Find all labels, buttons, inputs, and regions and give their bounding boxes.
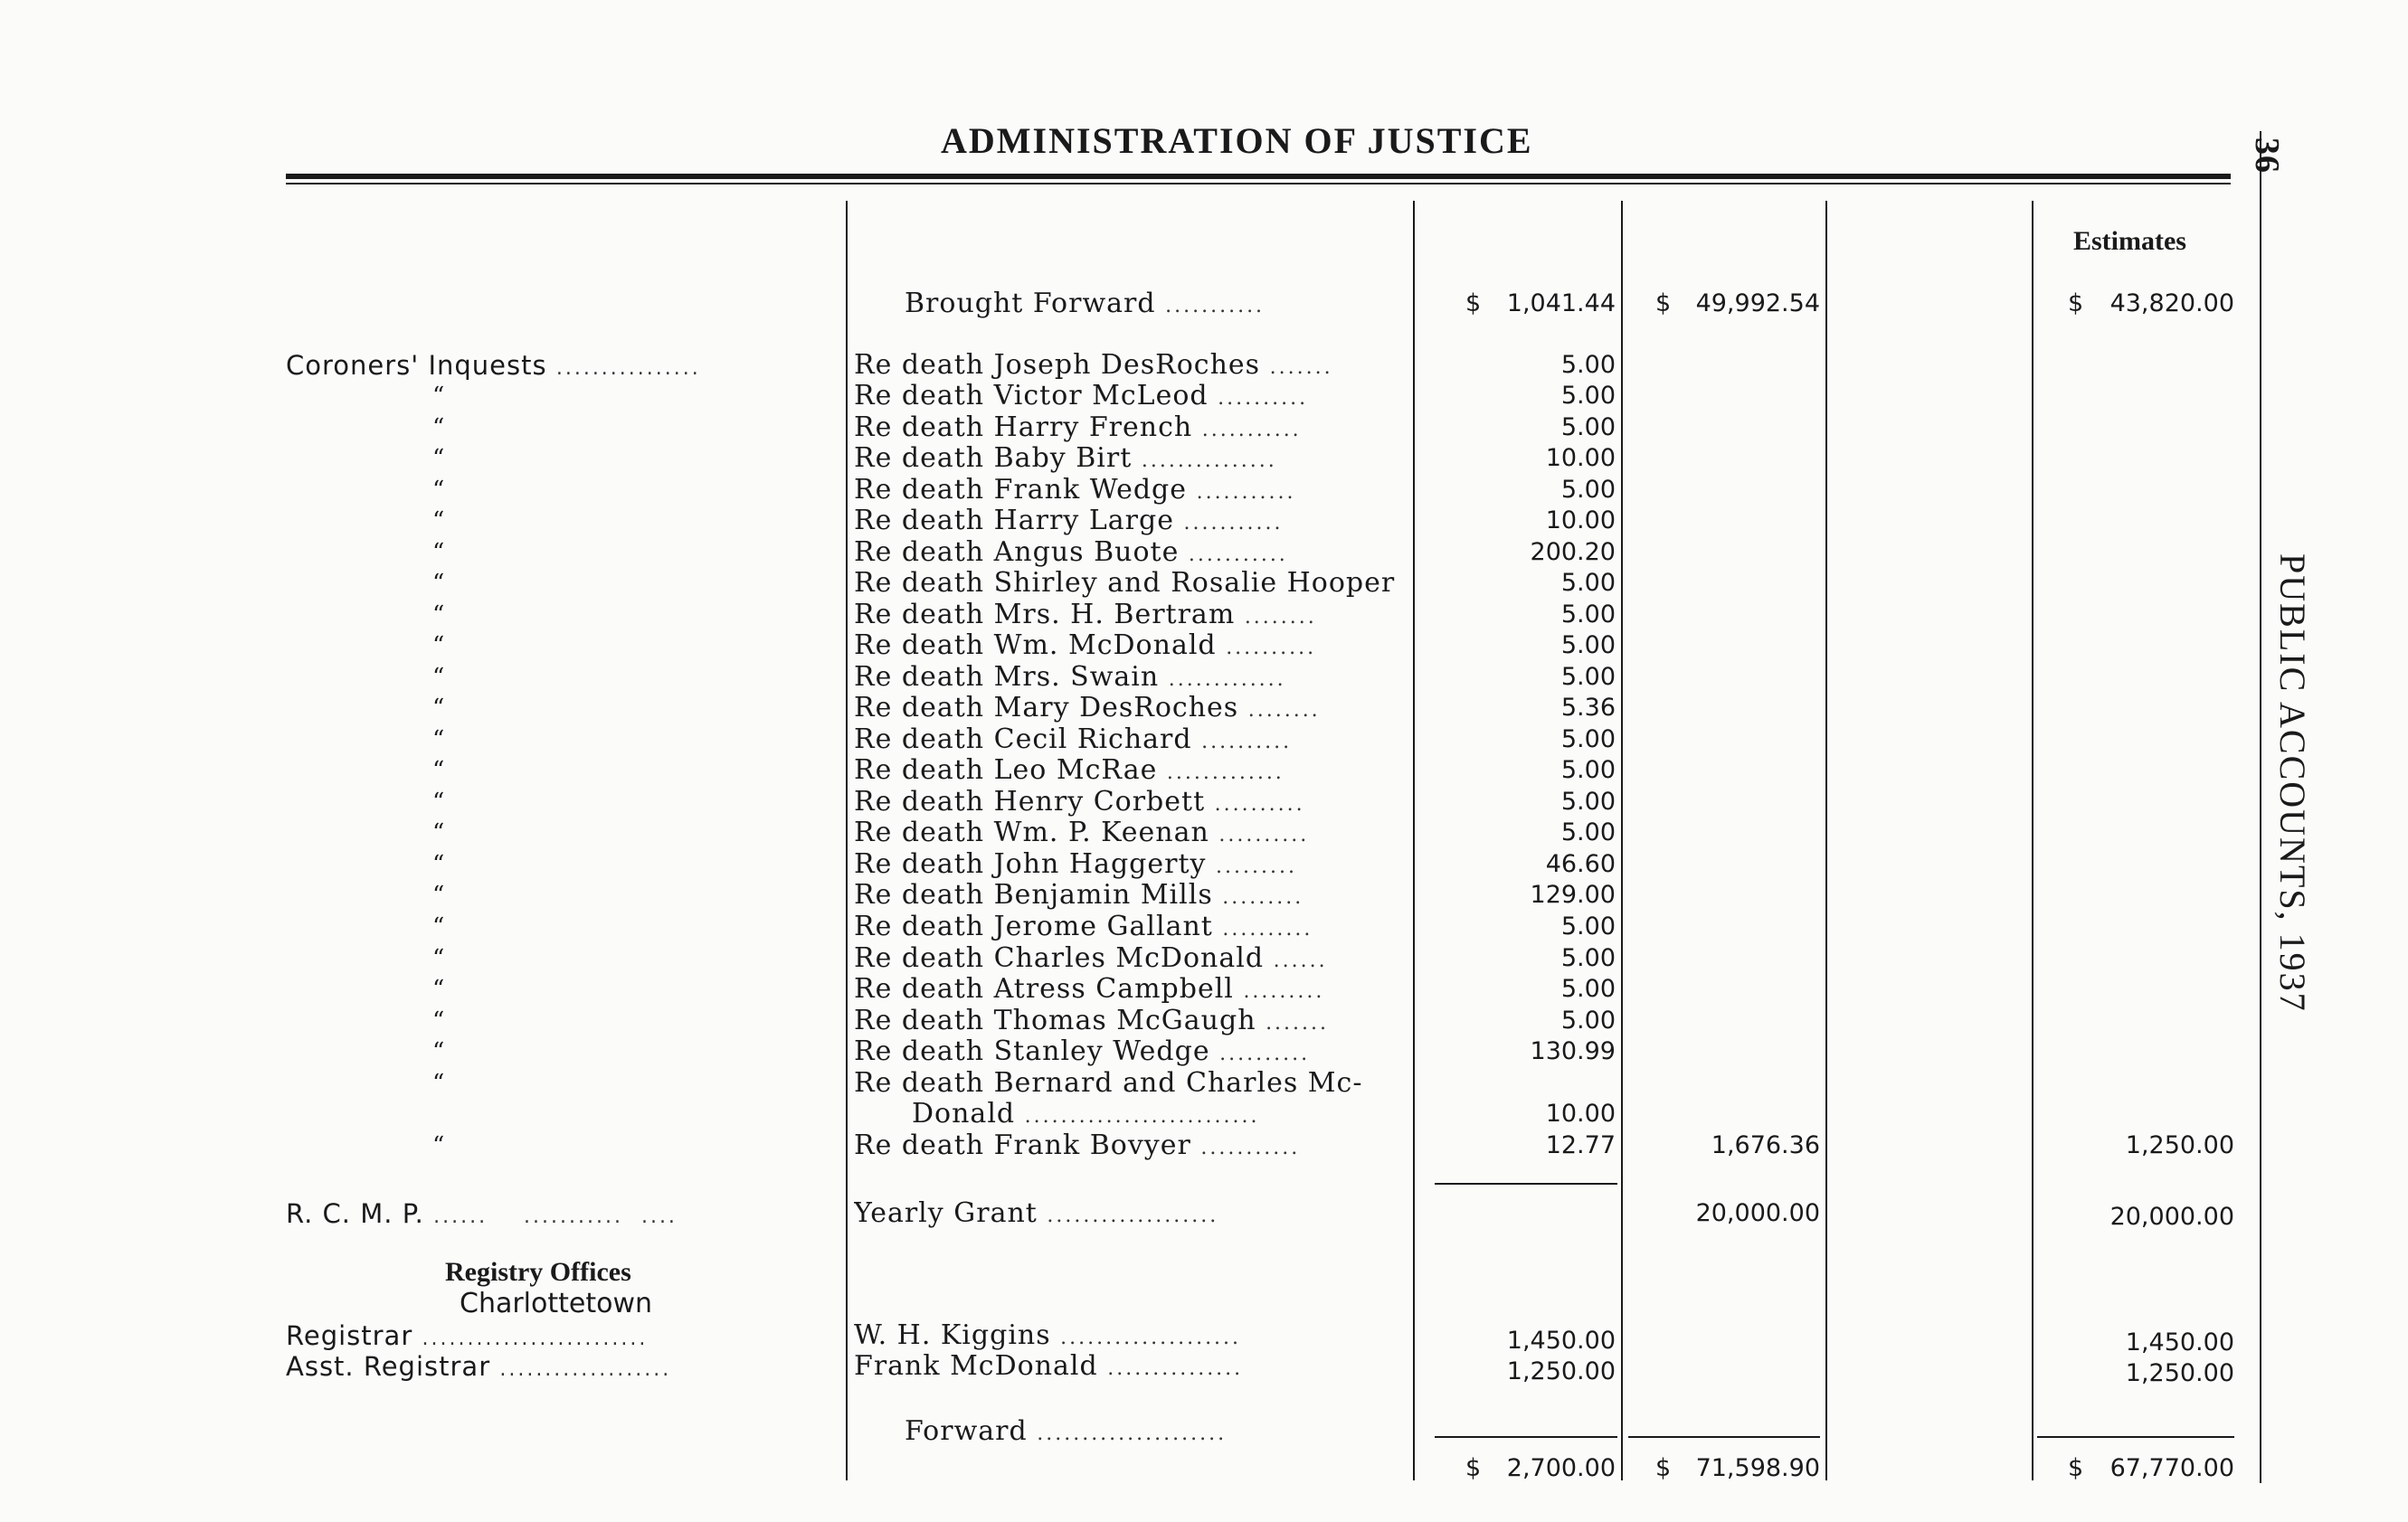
registry-label: Registrar ......................... — [286, 1320, 649, 1351]
coroners-row — [0, 506, 2408, 536]
ditto-mark: “ — [432, 1007, 445, 1035]
currency-sign: $ — [2068, 1454, 2084, 1482]
coroners-row-multiline-cont — [0, 1099, 2408, 1130]
entry-desc: Re death Stanley Wedge .......... — [854, 1036, 1311, 1067]
entry-amount: 5.00 — [1560, 975, 1616, 1003]
brought-forward-col2: 49,992.54 — [1695, 289, 1820, 317]
entry-amount: 5.00 — [1560, 912, 1616, 941]
entry-desc: Re death Cecil Richard .......... — [854, 724, 1293, 755]
page-number: 36 — [2248, 137, 2286, 174]
entry-amount: 5.00 — [1560, 631, 1616, 659]
entry-desc-line2: Donald .......................... — [912, 1099, 1260, 1130]
coroners-row — [0, 755, 2408, 786]
entry-amount: 5.00 — [1560, 351, 1616, 379]
currency-sign: $ — [2068, 289, 2084, 317]
ditto-mark: “ — [432, 477, 445, 504]
entry-desc: Re death Atress Campbell ......... — [854, 974, 1325, 1005]
ditto-mark: “ — [432, 913, 445, 941]
ditto-mark: “ — [432, 882, 445, 909]
running-title: PUBLIC ACCOUNTS, 1937 — [2272, 553, 2313, 1013]
brought-forward-estimate: 43,820.00 — [2109, 289, 2234, 317]
rcmp-estimate: 20,000.00 — [2109, 1203, 2234, 1231]
ditto-mark: “ — [432, 1038, 445, 1065]
entry-amount: 5.36 — [1560, 694, 1616, 722]
coroners-row — [0, 443, 2408, 474]
coroners-row — [0, 381, 2408, 411]
registry-estimate: 1,450.00 — [2125, 1328, 2234, 1357]
entry-amount: 5.00 — [1560, 818, 1616, 846]
coroners-row — [0, 724, 2408, 755]
coroners-estimate: 1,250.00 — [2125, 1131, 2234, 1159]
ditto-mark: “ — [432, 695, 445, 722]
rcmp-amount: 20,000.00 — [1695, 1199, 1820, 1227]
registry-row — [0, 1320, 2408, 1357]
coroners-row — [0, 943, 2408, 974]
entry-desc: Re death Mrs. Swain ............. — [854, 662, 1286, 693]
coroners-row — [0, 974, 2408, 1005]
coroners-row — [0, 880, 2408, 911]
entry-amount: 10.00 — [1545, 506, 1616, 534]
entry-desc: Re death Jerome Gallant .......... — [854, 912, 1313, 942]
rcmp-label: R. C. M. P. ...... ........... .... — [286, 1198, 678, 1229]
ditto-mark: “ — [432, 789, 445, 816]
registry-row — [0, 1351, 2408, 1387]
brought-forward-label: Brought Forward ........... — [905, 288, 1266, 319]
ditto-mark: “ — [432, 632, 445, 659]
coroners-row — [0, 787, 2408, 818]
ditto-mark: “ — [432, 976, 445, 1003]
forward-label-row — [0, 1416, 2408, 1447]
entry-amount: 5.00 — [1560, 1007, 1616, 1035]
registry-amount: 1,250.00 — [1506, 1357, 1616, 1385]
entry-desc: Re death Joseph DesRoches ....... — [854, 350, 1333, 381]
currency-sign: $ — [1465, 1454, 1482, 1482]
title-rule-thin — [286, 183, 2231, 184]
registry-subheading: Charlottetown — [460, 1288, 653, 1319]
coroners-row — [0, 537, 2408, 568]
currency-sign: $ — [1465, 289, 1482, 317]
entry-desc: Re death Thomas McGaugh ....... — [854, 1006, 1330, 1036]
entry-desc: Re death Charles McDonald ...... — [854, 943, 1328, 974]
coroners-row — [0, 568, 2408, 599]
entry-amount: 5.00 — [1560, 569, 1616, 597]
entry-desc-line1: Re death Bernard and Charles Mc- — [854, 1068, 1363, 1099]
forward-estimate: 67,770.00 — [2109, 1454, 2234, 1482]
registry-estimate: 1,250.00 — [2125, 1359, 2234, 1387]
entry-amount: 5.00 — [1560, 756, 1616, 784]
entry-amount: 130.99 — [1530, 1037, 1616, 1065]
entry-amount: 200.20 — [1530, 538, 1616, 566]
coroners-row — [0, 600, 2408, 630]
entry-amount: 5.00 — [1560, 725, 1616, 753]
entry-desc: Re death Leo McRae ............. — [854, 755, 1285, 786]
entry-desc: Re death Shirley and Rosalie Hooper — [854, 568, 1396, 599]
ditto-mark: “ — [432, 819, 445, 846]
entry-amount: 5.00 — [1560, 413, 1616, 441]
entry-desc: Re death Harry French ........... — [854, 412, 1302, 443]
forward-label: Forward ..................... — [905, 1416, 1228, 1447]
entry-amount: 10.00 — [1545, 444, 1616, 472]
ditto-mark: “ — [432, 570, 445, 597]
ditto-mark: “ — [432, 601, 445, 629]
estimates-header: Estimates — [2073, 226, 2186, 256]
entry-amount: 46.60 — [1545, 850, 1616, 878]
entry-amount: 5.00 — [1560, 944, 1616, 972]
entry-desc: Re death John Haggerty ......... — [854, 849, 1297, 880]
entry-desc: Re death Harry Large ........... — [854, 506, 1284, 536]
page-title: ADMINISTRATION OF JUSTICE — [941, 120, 1533, 161]
entry-desc: Re death Frank Wedge ........... — [854, 475, 1296, 506]
ditto-mark: “ — [432, 851, 445, 878]
entry-desc: Re death Henry Corbett .......... — [854, 787, 1305, 818]
rcmp-row — [0, 1198, 2408, 1229]
coroners-row — [0, 475, 2408, 506]
entry-desc: Re death Mrs. H. Bertram ........ — [854, 600, 1317, 630]
entry-amount: 5.00 — [1560, 476, 1616, 504]
coroners-row — [0, 818, 2408, 848]
title-rule-thick — [286, 174, 2231, 179]
coroners-row — [0, 1036, 2408, 1067]
entry-amount: 129.00 — [1530, 881, 1616, 909]
ditto-mark: “ — [432, 507, 445, 534]
entry-desc: Re death Victor McLeod .......... — [854, 381, 1309, 411]
rcmp-desc: Yearly Grant ................... — [854, 1198, 1219, 1229]
entry-amount: 10.00 — [1545, 1100, 1616, 1128]
coroners-row — [0, 630, 2408, 661]
coroners-row — [0, 662, 2408, 693]
entry-desc: Re death Baby Birt ............... — [854, 443, 1277, 474]
entry-desc: Re death Wm. McDonald .......... — [854, 630, 1317, 661]
entry-desc: Re death Benjamin Mills ......... — [854, 880, 1304, 911]
coroners-row — [0, 912, 2408, 942]
currency-sign: $ — [1655, 289, 1672, 317]
registry-heading: Registry Offices — [445, 1257, 631, 1287]
ditto-mark: “ — [432, 445, 445, 472]
entry-amount: 5.00 — [1560, 382, 1616, 410]
entry-amount: 5.00 — [1560, 600, 1616, 629]
registry-desc: Frank McDonald ............... — [854, 1351, 1244, 1382]
coroners-row-multiline — [0, 1068, 2408, 1099]
coroners-row — [0, 1006, 2408, 1036]
ditto-mark: “ — [432, 539, 445, 566]
brought-forward-col1: 1,041.44 — [1506, 289, 1616, 317]
ditto-mark: “ — [432, 726, 445, 753]
ditto-mark: “ — [432, 1132, 445, 1159]
ditto-mark: “ — [432, 414, 445, 441]
ditto-mark: “ — [432, 757, 445, 784]
coroners-row — [0, 693, 2408, 723]
registry-desc: W. H. Kiggins .................... — [854, 1320, 1242, 1351]
forward-col2: 71,598.90 — [1695, 1454, 1820, 1482]
coroners-row — [0, 350, 2408, 381]
entry-desc: Re death Mary DesRoches ........ — [854, 693, 1321, 723]
registry-amount: 1,450.00 — [1506, 1327, 1616, 1355]
entry-desc: Re death Wm. P. Keenan .......... — [854, 818, 1310, 848]
coroners-label: Coroners' Inquests ................ — [286, 350, 701, 381]
ditto-mark: “ — [432, 945, 445, 972]
forward-col1: 2,700.00 — [1506, 1454, 1616, 1482]
coroners-row — [0, 849, 2408, 880]
ditto-mark: “ — [432, 664, 445, 691]
brought-forward-row — [0, 288, 2408, 319]
registry-label: Asst. Registrar ................... — [286, 1351, 672, 1382]
entry-amount: 5.00 — [1560, 788, 1616, 816]
entry-amount: 5.00 — [1560, 663, 1616, 691]
subtotal-rule — [1435, 1183, 1617, 1185]
entry-desc: Re death Frank Bovyer ........... — [854, 1130, 1301, 1161]
entry-amount: 12.77 — [1545, 1131, 1616, 1159]
coroners-row-last — [0, 1130, 2408, 1161]
ditto-mark: “ — [432, 383, 445, 410]
forward-totals-row — [0, 1453, 2408, 1484]
coroners-row — [0, 412, 2408, 443]
entry-desc: Re death Angus Buote ........... — [854, 537, 1288, 568]
coroners-subtotal: 1,676.36 — [1711, 1131, 1820, 1159]
ditto-mark: “ — [432, 1070, 445, 1097]
currency-sign: $ — [1655, 1454, 1672, 1482]
